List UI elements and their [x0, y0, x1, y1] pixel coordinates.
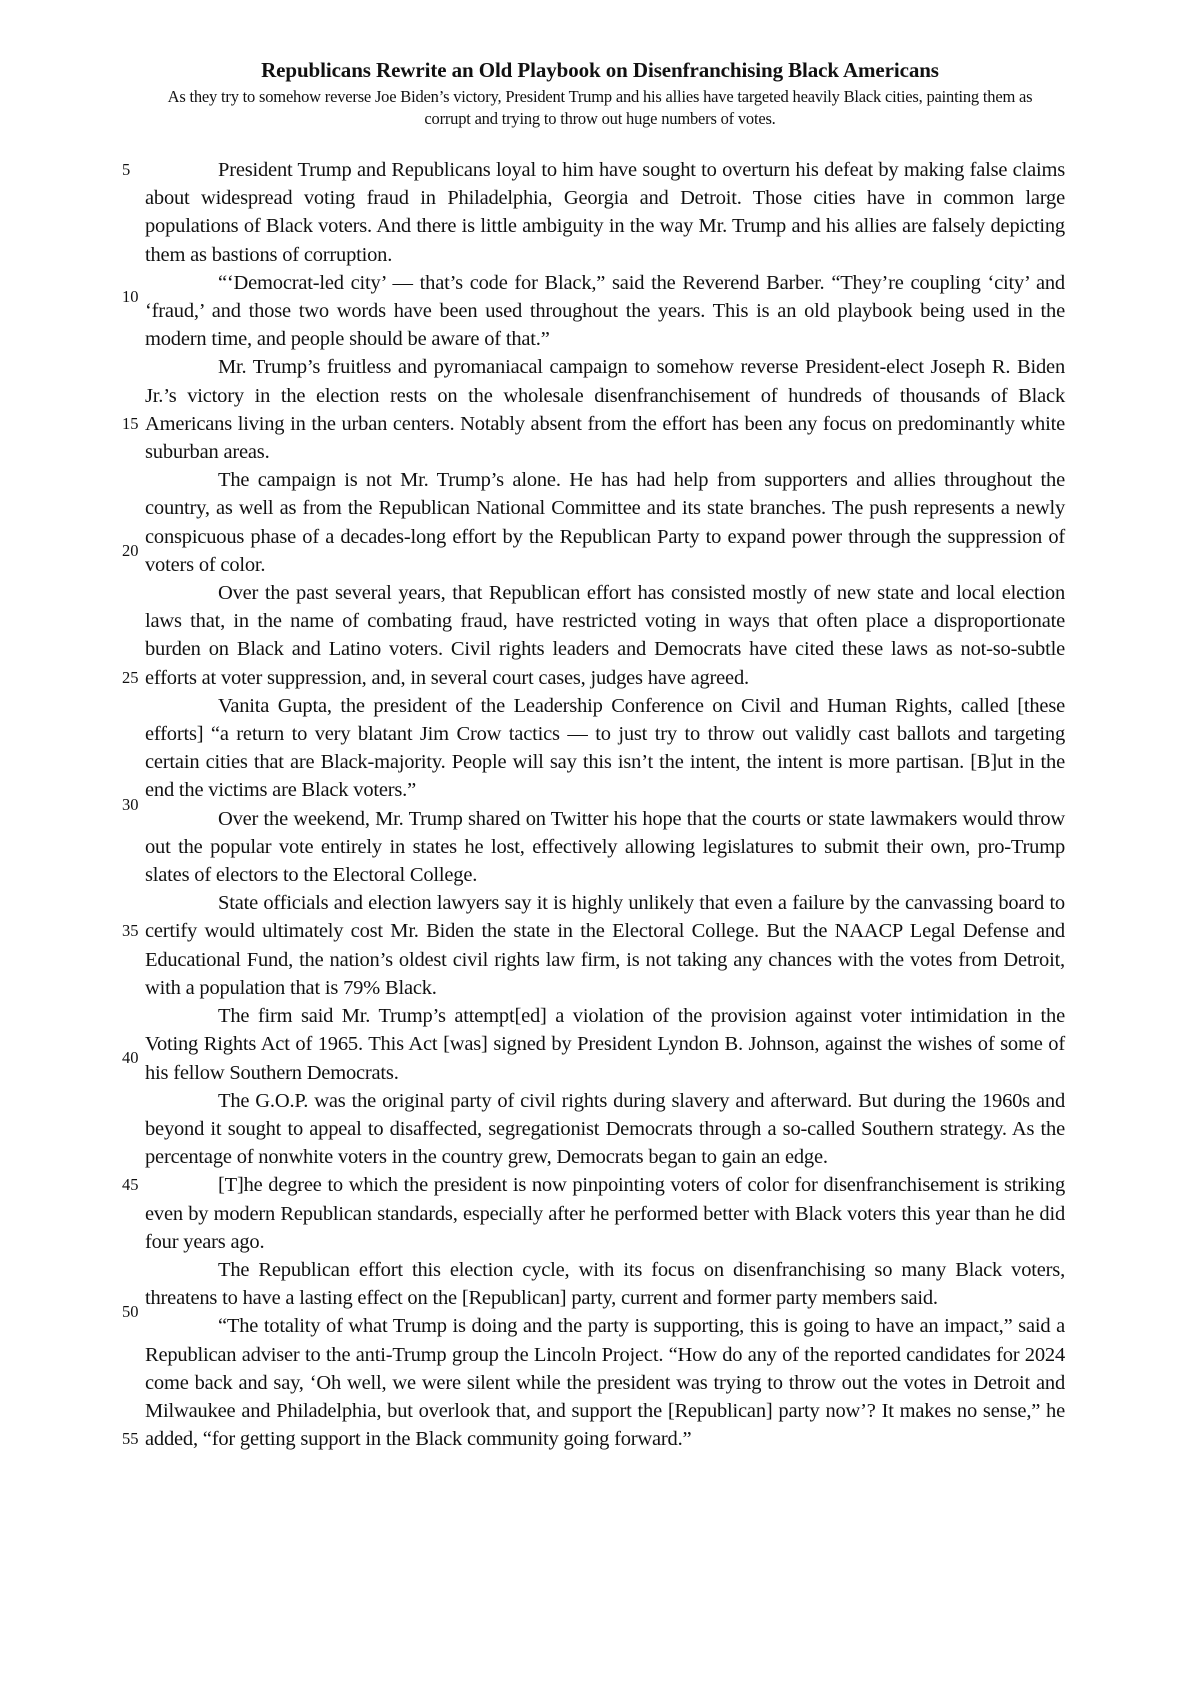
paragraph: “‘Democrat-led city’ — that’s code for Black,” said the Reverend Barber. “They’re coupling ‘city’ and ‘fraud,’ and those two words have been used throughout the years. This is an old playbook being used in the modern time, and people should be aware of that.” — [145, 271, 1065, 351]
line-number: 20 — [122, 540, 139, 560]
line-number: 30 — [122, 794, 139, 814]
paragraph: The campaign is not Mr. Trump’s alone. He has had help from supporters and allies throughout the country, as well as from the Republican National Committee and its state branches. The push represents a newly conspicuous phase of a decades-long effort by the Republican Party to expand power through the suppression of voters of color. — [145, 469, 1065, 576]
paragraph: “The totality of what Trump is doing and the party is supporting, this is going to have an impact,” said a Republican adviser to the anti-Trump group the Lincoln Project. “How do any of the reported candidates for 2024 come back and say, ‘Oh well, we were silent while the president was trying to throw out the votes in Detroit and Milwaukee and Philadelphia, but overlook that, and support the [Republican] party now’? It makes no sense,” he added, “for getting support in the Black community going forward.” — [145, 1315, 1065, 1451]
paragraph: President Trump and Republicans loyal to him have sought to overturn his defeat by making false claims about widespread voting fraud in Philadelphia, Georgia and Detroit. Those cities have in common large populations of Black voters. And there is little ambiguity in the way Mr. Trump and his allies are falsely depicting them as bastions of corruption. — [145, 159, 1065, 266]
paragraph: Over the past several years, that Republican effort has consisted mostly of new state and local election laws that, in the name of combating fraud, have restricted voting in ways that often place a disproportionate burden on Black and Latino voters. Civil rights leaders and Democrats have cited these laws as not-so-subtle efforts at voter suppression, and, in several court cases, judges have agreed. — [145, 582, 1065, 689]
line-number: 15 — [122, 413, 139, 433]
line-number: 55 — [122, 1429, 139, 1448]
line-number: 35 — [122, 921, 139, 941]
paragraph: [T]he degree to which the president is now pinpointing voters of color for disenfranchisement is striking even by modern Republican standards, especially after he performed better with Black voters this year than he did four years ago. — [145, 1174, 1065, 1253]
line-number: 5 — [122, 160, 131, 179]
paragraph: The firm said Mr. Trump’s attempt[ed] a violation of the provision against voter intimidation in the Voting Rights Act of 1965. This Act [was] signed by President Lyndon B. Johnson, against the wishes of some of his fellow Southern Democrats. — [145, 1005, 1065, 1084]
paragraph: Mr. Trump’s fruitless and pyromaniacal campaign to somehow reverse President-elect Joseph R. Biden Jr.’s victory in the election rests on the wholesale disenfranchisement of hundreds of thousands of Black Americans living in the urban centers. Notably absent from the effort has been any focus on predominantly white suburban areas. — [145, 356, 1065, 464]
paragraph: The Republican effort this election cycle, with its focus on disenfranchising so many Black voters, threatens to have a lasting effect on the [Republican] party, current and former party members said. — [145, 1258, 1065, 1310]
article-body — [145, 156, 1065, 1453]
line-number: 45 — [122, 1175, 139, 1195]
line-number: 10 — [122, 286, 139, 306]
line-number: 40 — [122, 1048, 139, 1068]
document-title: Republicans Rewrite an Old Playbook on Disenfranchising Black Americans — [261, 58, 939, 82]
document-subtitle: As they try to somehow reverse Joe Biden’s victory, President Trump and his allies have targeted heavily Black cities, painting them as corrupt and trying to throw out huge numbers of votes. — [167, 87, 1033, 128]
line-number: 50 — [122, 1302, 139, 1322]
paragraph: Vanita Gupta, the president of the Leadership Conference on Civil and Human Rights, called [these efforts] “a return to very blatant Jim Crow tactics — to just try to throw out validly cast ballots and targeting certain cities that are Black-majority. People will say this isn’t the intent, the intent is more partisan. [B]ut in the end the victims are Black voters.” — [145, 694, 1065, 802]
paragraph: Over the weekend, Mr. Trump shared on Twitter his hope that the courts or state lawmakers would throw out the popular vote entirely in states he lost, effectively allowing legislatures to submit their own, pro-Trump slates of electors to the Electoral College. — [145, 807, 1065, 887]
line-number: 25 — [122, 667, 139, 687]
paragraph: State officials and election lawyers say it is highly unlikely that even a failure by the canvassing board to certify would ultimately cost Mr. Biden the state in the Electoral College. But the NAACP Legal Defense and Educational Fund, the nation’s oldest civil rights law firm, is not taking any chances with the votes from Detroit, with a population that is 79% Black. — [145, 892, 1065, 999]
paragraph: The G.O.P. was the original party of civil rights during slavery and afterward. But during the 1960s and beyond it sought to appeal to disaffected, segregationist Democrats through a so-called Southern strategy. As the percentage of nonwhite voters in the country grew, Democrats began to gain an edge. — [145, 1089, 1065, 1169]
